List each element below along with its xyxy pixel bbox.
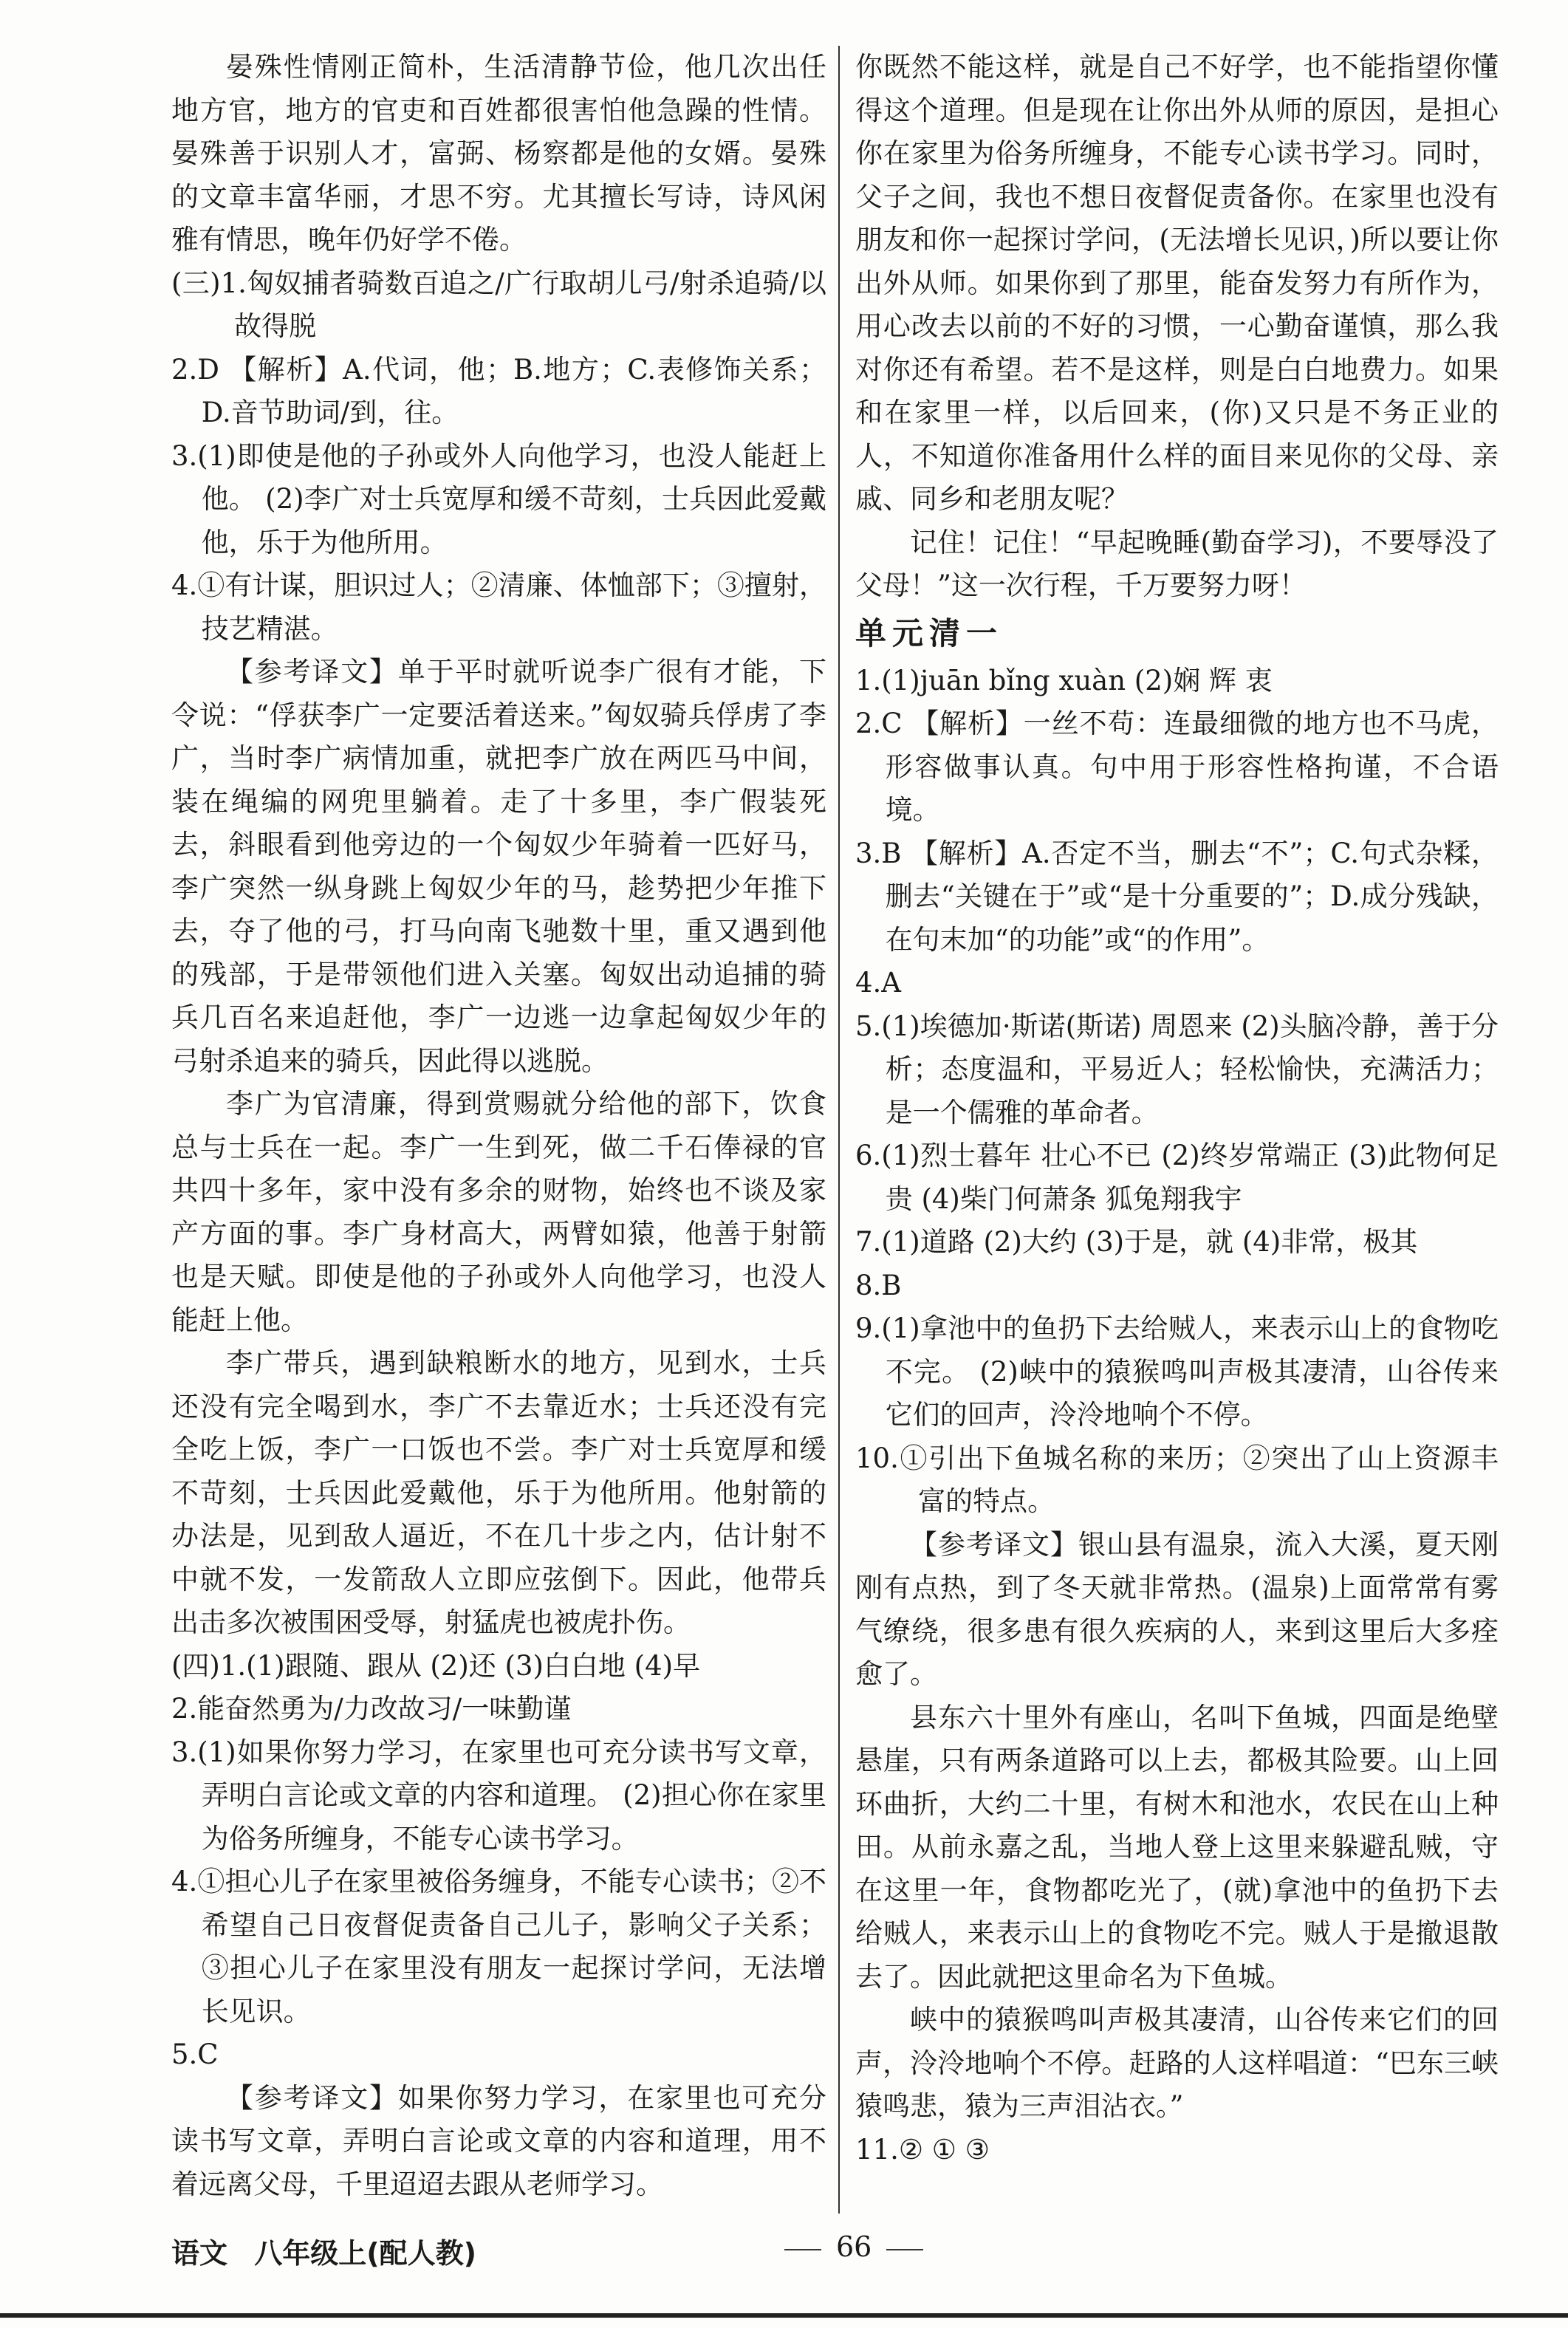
left-paragraph: 3.(1)即使是他的子孙或外人向他学习，也没人能赶上他。 (2)李广对士兵宽厚和缓不苛刻，士兵因此爱戴他，乐于为他所用。	[171, 439, 826, 558]
footer-subject: 语文	[171, 2237, 228, 2270]
left-paragraph: 2.能奋然勇为/力改故习/一味勤谨	[171, 1693, 572, 1725]
right-paragraph: 9.(1)拿池中的鱼扔下去给贼人，来表示山上的食物吃不完。 (2)峡中的猿猴鸣叫声极其凄清，山谷传来它们的回声，泠泠地响个不停。	[855, 1312, 1499, 1431]
right-paragraph: 8.B	[855, 1269, 902, 1301]
right-column	[855, 46, 1499, 2171]
right-paragraph: 记住！记住！“早起晚睡(勤奋学习)，不要辱没了父母！”这一次行程，千万要努力呀！	[855, 526, 1499, 601]
right-paragraph: 单元清一	[855, 614, 1004, 651]
dash-left	[784, 2249, 821, 2250]
left-paragraph: 李广为官清廉，得到赏赐就分给他的部下，饮食总与士兵在一起。李广一生到死，做二千石俸禄的官共四十多年，家中没有多余的财物，始终也不谈及家产方面的事。李广身材高大，两臂如猿，他善于射箭也是天赋。即使是他的子孙或外人向他学习，也没人能赶上他。	[171, 1088, 826, 1336]
right-paragraph: 县东六十里外有座山，名叫下鱼城，四面是绝壁悬崖，只有两条道路可以上去，都极其险要。山上回环曲折，大约二十里，有树木和池水，农民在山上种田。从前永嘉之乱，当地人登上这里来躲避乱贼，守在这里一年，食物都吃光了，(就)拿池中的鱼扔下去给贼人，来表示山上的食物吃不完。贼人于是撤退散去了。因此就把这里命名为下鱼城。	[855, 1701, 1499, 1993]
left-paragraph: 4.①有计谋，胆识过人；②清廉、体恤部下；③擅射，技艺精湛。	[171, 569, 826, 645]
right-paragraph: 3.B 【解析】A.否定不当，删去“不”；C.句式杂糅，删去“关键在于”或“是十分重要的”；D.成分残缺，在句末加“的功能”或“的作用”。	[855, 837, 1499, 956]
right-paragraph: 你既然不能这样，就是自己不好学，也不能指望你懂得这个道理。但是现在让你出外从师的原因，是担心你在家里为俗务所缠身，不能专心读书学习。同时，父子之间，我也不想日夜督促责备你。在家里也没有朋友和你一起探讨学问，(无法增长见识，)所以要让你出外从师。如果你到了那里，能奋发努力有所作为，用心改去以前的不好的习惯，一心勤奋谨慎，那么我对你还有希望。若不是这样，则是白白地费力。如果和在家里一样，以后回来，(你)又只是不务正业的人，不知道你准备用什么样的面目来见你的父母、亲戚、同乡和老朋友呢？	[855, 51, 1499, 515]
footer-grade: 八年级上(配人教)	[254, 2237, 477, 2270]
right-paragraph: 10.①引出下鱼城名称的来历；②突出了山上资源丰富的特点。	[855, 1442, 1499, 1517]
right-paragraph: 6.(1)烈士暮年 壮心不已 (2)终岁常端正 (3)此物何足贵 (4)柴门何萧条 狐兔翔我宇	[855, 1140, 1499, 1215]
left-paragraph: 【参考译文】如果你努力学习，在家里也可充分读书写文章，弄明白言论或文章的内容和道理，用不着远离父母，千里迢迢去跟从老师学习。	[171, 2081, 826, 2200]
left-paragraph: 2.D 【解析】A.代词，他；B.地方；C.表修饰关系；D.音节助词/到，往。	[171, 353, 826, 428]
right-paragraph: 5.(1)埃德加·斯诺(斯诺) 周恩来 (2)头脑冷静，善于分析；态度温和，平易近人；轻松愉快，充满活力；是一个儒雅的革命者。	[855, 1010, 1499, 1129]
dash-right	[886, 2249, 923, 2250]
left-paragraph: 5.C	[171, 2038, 219, 2070]
left-paragraph: 李广带兵，遇到缺粮断水的地方，见到水，士兵还没有完全喝到水，李广不去靠近水；士兵还没有完全吃上饭，李广一口饭也不尝。李广对士兵宽厚和缓不苛刻，士兵因此爱戴他，乐于为他所用。他射箭的办法是，见到敌人逼近，不在几十步之内，估计射不中就不发，一发箭敌人立即应弦倒下。因此，他带兵出击多次被围困受辱，射猛虎也被虎扑伤。	[171, 1347, 826, 1638]
page-number: 66	[836, 2231, 872, 2263]
right-paragraph: 1.(1)juān bǐng xuàn (2)娴 辉 衷	[855, 664, 1273, 696]
right-paragraph: 2.C 【解析】一丝不苟：连最细微的地方也不马虎，形容做事认真。句中用于形容性格拘谨，不合语境。	[855, 708, 1499, 826]
right-paragraph: 11.② ① ③	[855, 2133, 990, 2166]
right-paragraph: 峡中的猿猴鸣叫声极其凄清，山谷传来它们的回声，泠泠地响个不停。赶路的人这样唱道：“巴东三峡猿鸣悲，猿为三声泪沾衣。”	[855, 2004, 1499, 2122]
right-paragraph: 4.A	[855, 967, 902, 999]
bottom-rule	[0, 2313, 1568, 2318]
page-number-block	[770, 2231, 991, 2263]
left-paragraph: 【参考译文】单于平时就听说李广很有才能，下令说：“俘获李广一定要活着送来。”匈奴骑兵俘虏了李广，当时李广病情加重，就把李广放在两匹马中间，装在绳编的网兜里躺着。走了十多里，李广假装死去，斜眼看到他旁边的一个匈奴少年骑着一匹好马，李广突然一纵身跳上匈奴少年的马，趁势把少年推下去，夺了他的弓，打马向南飞驰数十里，重又遇到他的残部，于是带领他们进入关塞。匈奴出动追捕的骑兵几百名来追赶他，李广一边逃一边拿起匈奴少年的弓射杀追来的骑兵，因此得以逃脱。	[171, 656, 826, 1077]
page-footer	[171, 2231, 872, 2271]
column-divider	[838, 46, 840, 2214]
right-paragraph: 【参考译文】银山县有温泉，流入大溪，夏天刚刚有点热，到了冬天就非常热。(温泉)上面常常有雾气缭绕，很多患有很久疾病的人，来到这里后大多痊愈了。	[855, 1528, 1499, 1690]
left-paragraph: 3.(1)如果你努力学习，在家里也可充分读书写文章，弄明白言论或文章的内容和道理。 (2)担心你在家里为俗务所缠身，不能专心读书学习。	[171, 1736, 826, 1855]
left-column	[171, 46, 826, 2206]
left-paragraph: (四)1.(1)跟随、跟从 (2)还 (3)白白地 (4)早	[171, 1649, 701, 1682]
left-paragraph: (三)1.匈奴捕者骑数百追之/广行取胡儿弓/射杀追骑/以故得脱	[171, 267, 826, 342]
right-paragraph: 7.(1)道路 (2)大约 (3)于是，就 (4)非常，极其	[855, 1226, 1418, 1258]
left-paragraph: 4.①担心儿子在家里被俗务缠身，不能专心读书；②不希望自己日夜督促责备自己儿子，影响父子关系；③担心儿子在家里没有朋友一起探讨学问，无法增长见识。	[171, 1866, 826, 2027]
left-paragraph: 晏殊性情刚正简朴，生活清静节俭，他几次出任地方官，地方的官吏和百姓都很害怕他急躁的性情。晏殊善于识别人才，富弼、杨察都是他的女婿。晏殊的文章丰富华丽，才思不穷。尤其擅长写诗，诗风闲雅有情思，晚年仍好学不倦。	[171, 51, 826, 256]
